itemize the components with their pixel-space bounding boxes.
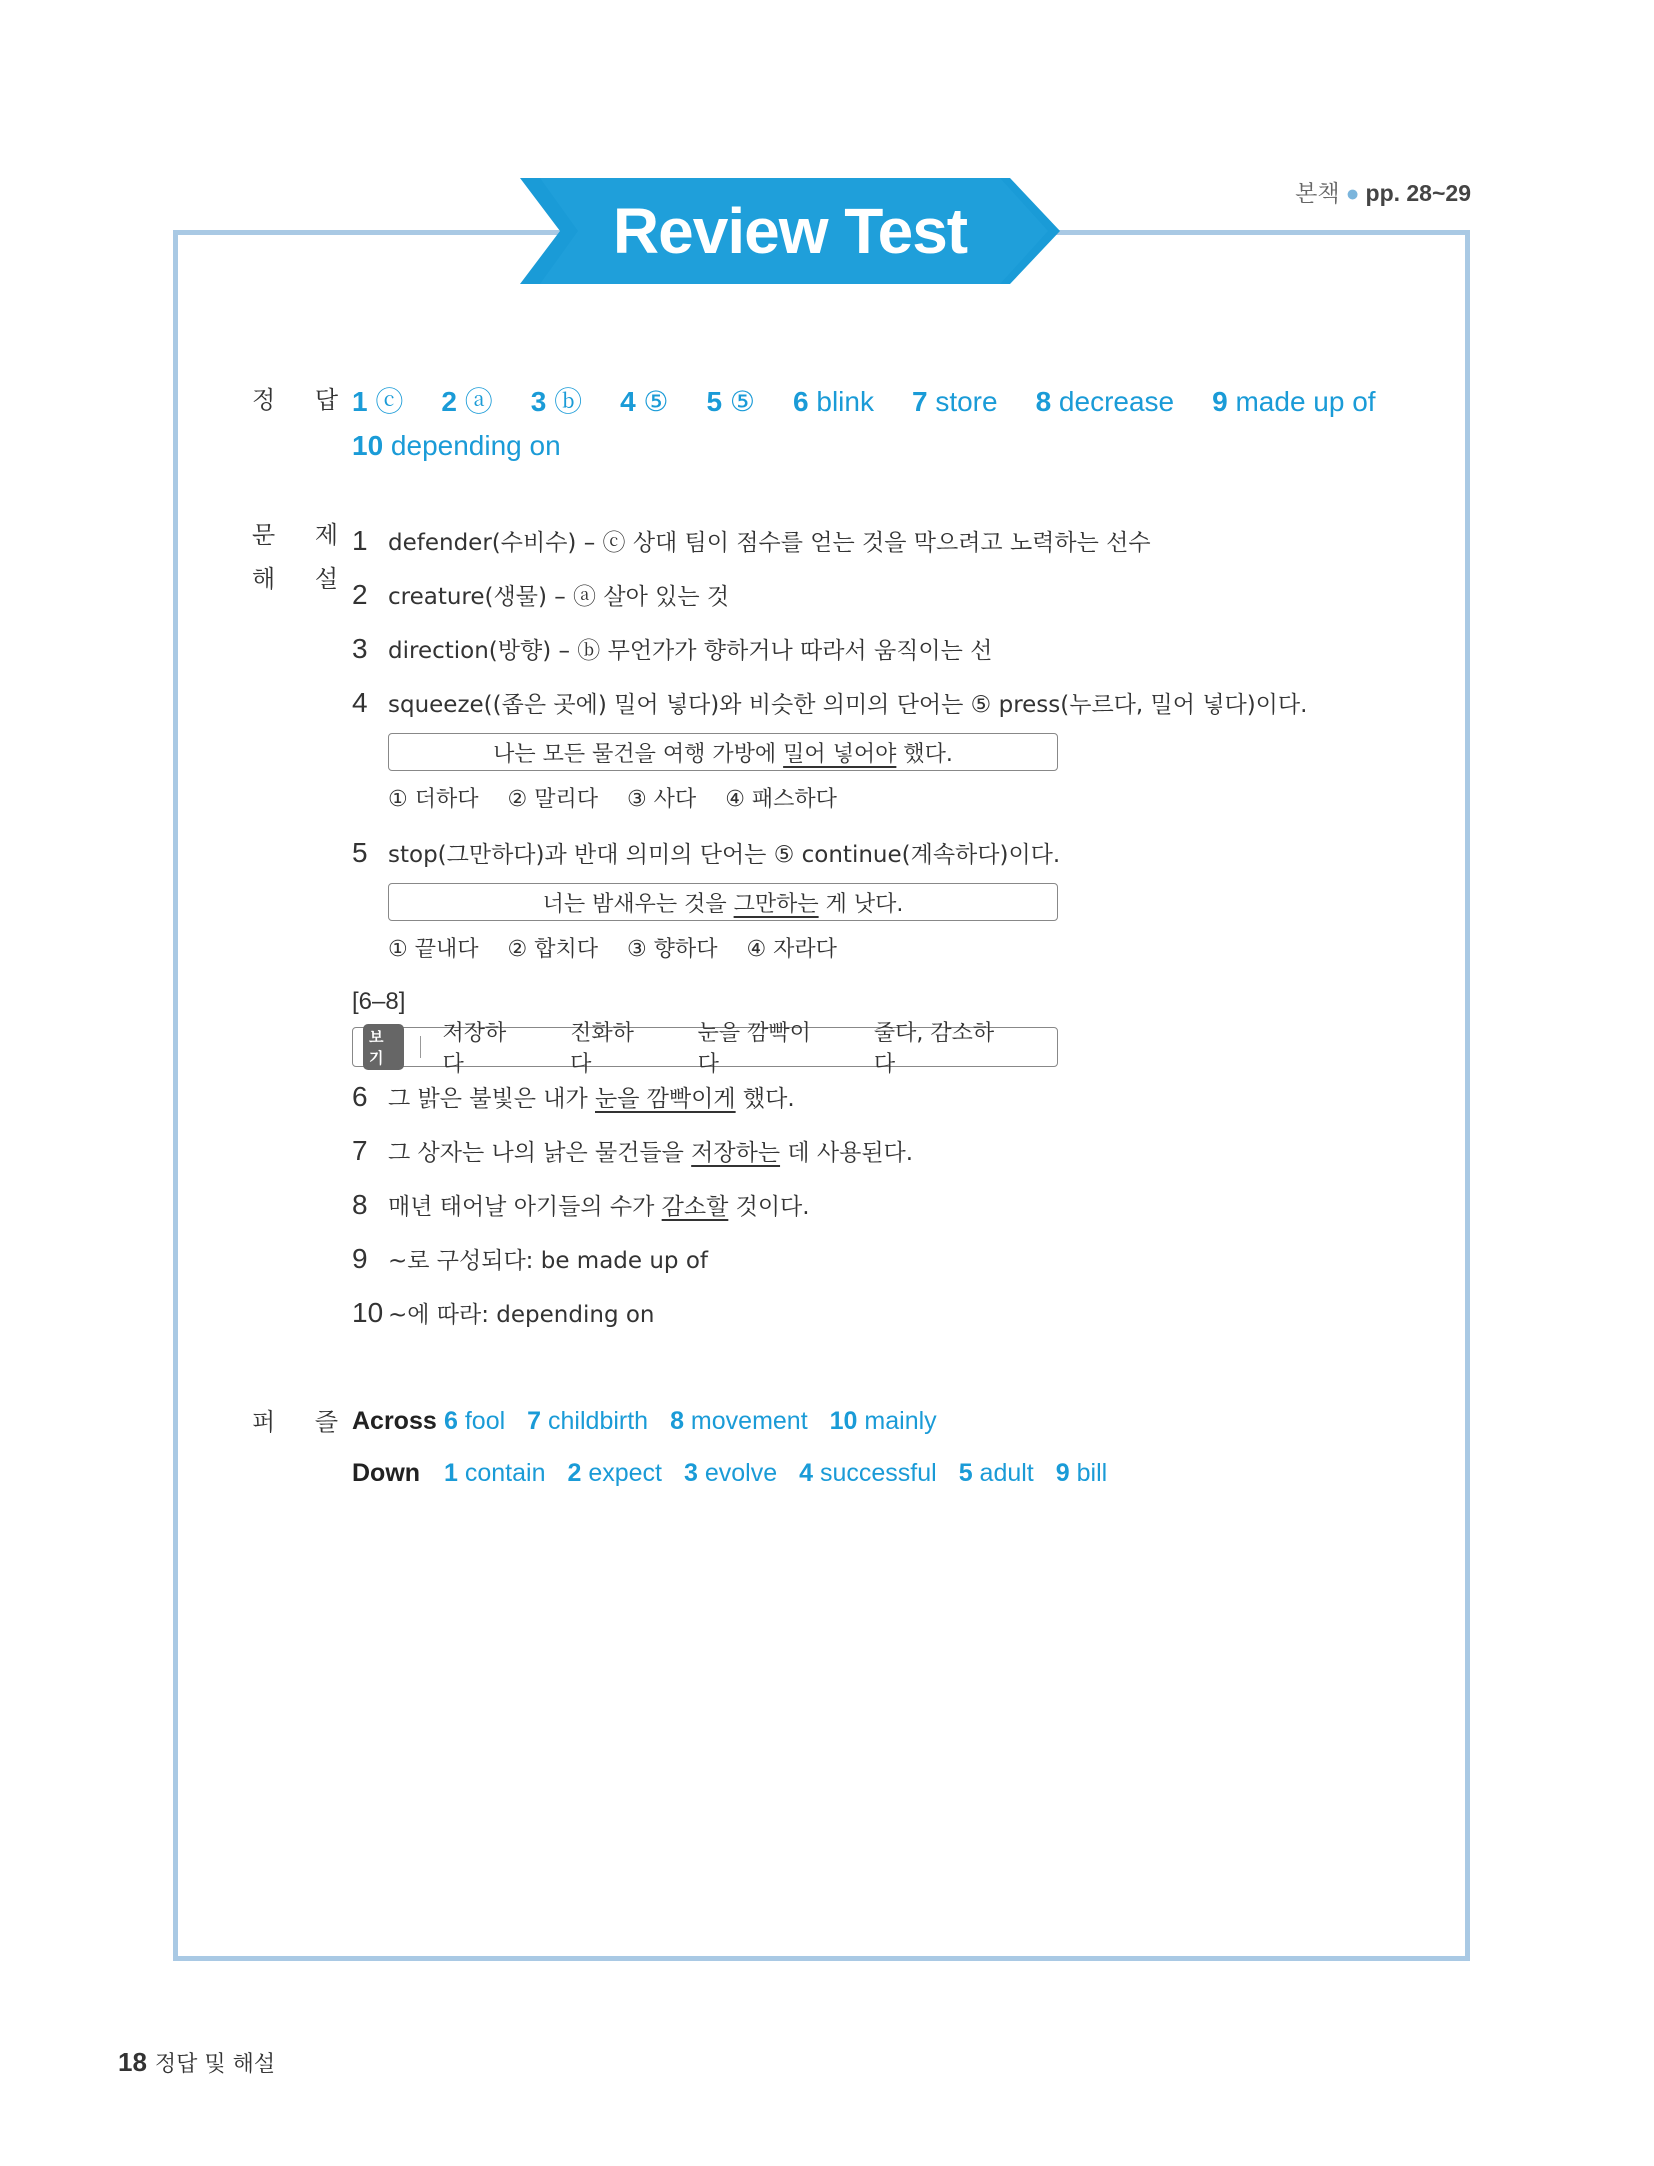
- underlined-phrase: 감소할: [661, 1194, 729, 1220]
- word-bank-word: 줄다, 감소하다: [873, 1021, 995, 1077]
- across-answer-8: [670, 1407, 808, 1435]
- word-bank-box: [352, 1021, 1058, 1077]
- explanation-item-1: [352, 515, 1352, 569]
- answer-value: movement: [683, 1407, 808, 1435]
- choices-5: [388, 923, 1352, 977]
- page-number: 18: [118, 2047, 147, 2077]
- answer-10: [352, 424, 561, 468]
- item-number: 7: [352, 1135, 368, 1166]
- sentence-part: 그 밝은 불빛은 내가: [388, 1086, 595, 1112]
- explanation-item-6: [352, 1071, 1352, 1125]
- explanation-item-8: [352, 1179, 1352, 1233]
- across-answer-6: [444, 1407, 505, 1435]
- answer-number: 10: [829, 1407, 858, 1435]
- answer-value: expect: [581, 1459, 662, 1487]
- question-range: [6–8]: [352, 988, 406, 1015]
- answer-3: [531, 380, 582, 424]
- down-heading: Down: [352, 1459, 421, 1487]
- choices-4: [388, 773, 1352, 827]
- word-bank-tag: 보기: [363, 1024, 404, 1070]
- explanation-item-2: [352, 569, 1352, 623]
- item-number: 1: [352, 525, 368, 556]
- item-number: 2: [352, 579, 368, 610]
- answer-value: store: [927, 386, 998, 417]
- item-number: 5: [352, 837, 368, 868]
- answer-number: 5: [706, 386, 723, 417]
- page-ref-prefix: 본책: [1295, 180, 1340, 206]
- answer-number: 8: [1035, 386, 1052, 417]
- answer-value: made up of: [1227, 386, 1376, 417]
- down-answer-5: [959, 1459, 1034, 1487]
- underlined-phrase: 그만하는: [733, 891, 819, 917]
- answer-value: bill: [1069, 1459, 1108, 1487]
- sentence-part: 것이다.: [728, 1194, 810, 1220]
- answer-value: childbirth: [541, 1407, 649, 1435]
- across-answer-10: [830, 1407, 937, 1435]
- word-bank-word: 눈을 깜빡이다: [697, 1021, 811, 1077]
- puzzle-label: 퍼 즐: [252, 1408, 354, 1436]
- choice: ① 끝내다: [388, 937, 479, 962]
- answer-number: 3: [530, 386, 547, 417]
- answer-value: blink: [808, 386, 874, 417]
- answer-number: 1: [352, 386, 368, 417]
- item-text: creature(생물) – ⓐ 살아 있는 것: [388, 584, 730, 610]
- choice: ② 말리다: [507, 787, 598, 812]
- answer-number: 4: [620, 386, 636, 417]
- item-text: [388, 1073, 795, 1125]
- item-text: squeeze((좁은 곳에) 밀어 넣다)와 비슷한 의미의 단어는 ⑤ press(누르다, 밀어 넣다)이다.: [388, 692, 1308, 718]
- example-sentence-box-5: [388, 883, 1058, 921]
- answer-number: 2: [441, 386, 457, 417]
- word-bank-word: 저장하다: [442, 1021, 507, 1077]
- answer-value: fool: [457, 1407, 506, 1435]
- answer-9: [1212, 380, 1375, 424]
- answer-number: 7: [911, 386, 928, 417]
- answer-2: [441, 380, 492, 424]
- answer-8: [1036, 380, 1175, 424]
- item-text: [388, 1127, 913, 1179]
- answer-value: evolve: [697, 1459, 778, 1487]
- answer-value: ⓒ: [367, 386, 404, 417]
- item-text: [388, 1181, 810, 1233]
- down-answer-9: [1056, 1459, 1107, 1487]
- explanation-item-9: [352, 1233, 1352, 1287]
- word-bank-word: 진화하다: [570, 1021, 634, 1077]
- choice: ④ 패스하다: [725, 787, 837, 812]
- answer-value: contain: [457, 1459, 546, 1487]
- page-reference: [1295, 175, 1471, 208]
- answer-6: [793, 380, 874, 424]
- choice: ② 합치다: [507, 937, 598, 962]
- explanation-label-1: 문 제: [252, 521, 354, 549]
- underlined-phrase: 눈을 깜빡이게: [595, 1086, 736, 1112]
- explanation-item-3: [352, 623, 1352, 677]
- answer-value: successful: [813, 1459, 937, 1487]
- answers-section: [352, 380, 1402, 468]
- answers-row-1: [352, 380, 1402, 424]
- answer-number: 1: [444, 1459, 458, 1487]
- page-ref-range: pp. 28~29: [1365, 180, 1471, 206]
- answer-value: depending on: [383, 430, 561, 461]
- item-number: 10: [352, 1297, 384, 1328]
- puzzle-down-row: [352, 1447, 1129, 1499]
- item-text: defender(수비수) – ⓒ 상대 팀이 점수를 얻는 것을 막으려고 노력하는 선수: [388, 530, 1151, 556]
- answer-value: ⓐ: [456, 386, 493, 417]
- answer-4: [620, 380, 668, 424]
- answer-value: ⑤: [635, 386, 669, 417]
- item-text: ~로 구성되다: be made up of: [388, 1248, 709, 1274]
- sentence-part: 너는 밤새우는 것을: [542, 891, 734, 917]
- sentence-part: 그 상자는 나의 낡은 물건들을: [388, 1140, 692, 1166]
- answer-1: [352, 380, 403, 424]
- answer-value: mainly: [857, 1407, 937, 1435]
- answer-number: 6: [793, 386, 809, 417]
- down-answer-1: [444, 1459, 545, 1487]
- answer-number: 5: [958, 1459, 973, 1487]
- sentence-part: 했다.: [735, 1086, 795, 1112]
- answer-number: 2: [567, 1459, 582, 1487]
- divider: [420, 1036, 421, 1058]
- bullet-icon: ●: [1345, 180, 1360, 206]
- explanation-item-10: [352, 1287, 1352, 1341]
- sentence-part: 나는 모든 물건을 여행 가방에: [493, 741, 784, 767]
- item-number: 6: [352, 1081, 368, 1112]
- answer-number: 3: [683, 1459, 698, 1487]
- answer-number: 9: [1212, 386, 1228, 417]
- answer-value: adult: [972, 1459, 1034, 1487]
- choice: ③ 사다: [626, 787, 697, 812]
- answer-7: [912, 380, 998, 424]
- page-footer: [118, 2047, 275, 2078]
- item-number: 8: [352, 1189, 368, 1220]
- item-number: 3: [352, 633, 368, 664]
- footer-text: 정답 및 해설: [154, 2052, 276, 2077]
- sentence-part: 데 사용된다.: [780, 1140, 914, 1166]
- answer-number: 9: [1055, 1459, 1070, 1487]
- underlined-phrase: 저장하는: [691, 1140, 781, 1166]
- answer-number: 6: [444, 1407, 458, 1435]
- down-answer-3: [684, 1459, 777, 1487]
- explanation-item-4: [352, 677, 1352, 731]
- across-answer-7: [527, 1407, 648, 1435]
- answer-number: 7: [527, 1407, 542, 1435]
- answer-number: 10: [352, 430, 384, 461]
- item-text: direction(방향) – ⓑ 무언가가 향하거나 따라서 움직이는 선: [388, 638, 993, 664]
- explanation-item-7: [352, 1125, 1352, 1179]
- item-text: ~에 따라: depending on: [388, 1302, 655, 1328]
- down-answer-4: [799, 1459, 937, 1487]
- sentence-part: 했다.: [896, 741, 953, 767]
- item-number: 4: [352, 687, 368, 718]
- puzzle-section: [352, 1395, 1129, 1499]
- explanation-section: [352, 515, 1352, 1341]
- item-number: 9: [352, 1243, 368, 1274]
- title-banner: [520, 178, 1060, 284]
- example-sentence-box-4: [388, 733, 1058, 771]
- sentence-part: 게 낫다.: [818, 891, 904, 917]
- answer-value: ⑤: [722, 386, 756, 417]
- across-answers: [444, 1407, 959, 1435]
- answer-value: ⓑ: [546, 386, 583, 417]
- underlined-phrase: 밀어 넣어야: [783, 741, 897, 767]
- choice: ④ 자라다: [746, 937, 837, 962]
- explanation-label-2: 해 설: [252, 565, 354, 593]
- down-answers: [444, 1459, 1129, 1487]
- puzzle-across-row: [352, 1395, 1129, 1447]
- explanation-item-5: [352, 827, 1352, 881]
- answer-number: 4: [799, 1459, 814, 1487]
- across-heading: Across: [352, 1407, 437, 1435]
- choice: ① 더하다: [388, 787, 479, 812]
- answer-value: decrease: [1051, 386, 1175, 417]
- answers-row-2: [352, 424, 1402, 468]
- sentence-part: 매년 태어날 아기들의 수가: [388, 1194, 662, 1220]
- page-title: Review Test: [612, 195, 968, 267]
- answers-label: 정 답: [252, 386, 354, 414]
- item-text: stop(그만하다)과 반대 의미의 단어는 ⑤ continue(계속하다)이다.: [388, 842, 1061, 868]
- answer-5: [707, 380, 755, 424]
- answer-number: 8: [670, 1407, 684, 1435]
- choice: ③ 향하다: [626, 937, 718, 962]
- down-answer-2: [567, 1459, 662, 1487]
